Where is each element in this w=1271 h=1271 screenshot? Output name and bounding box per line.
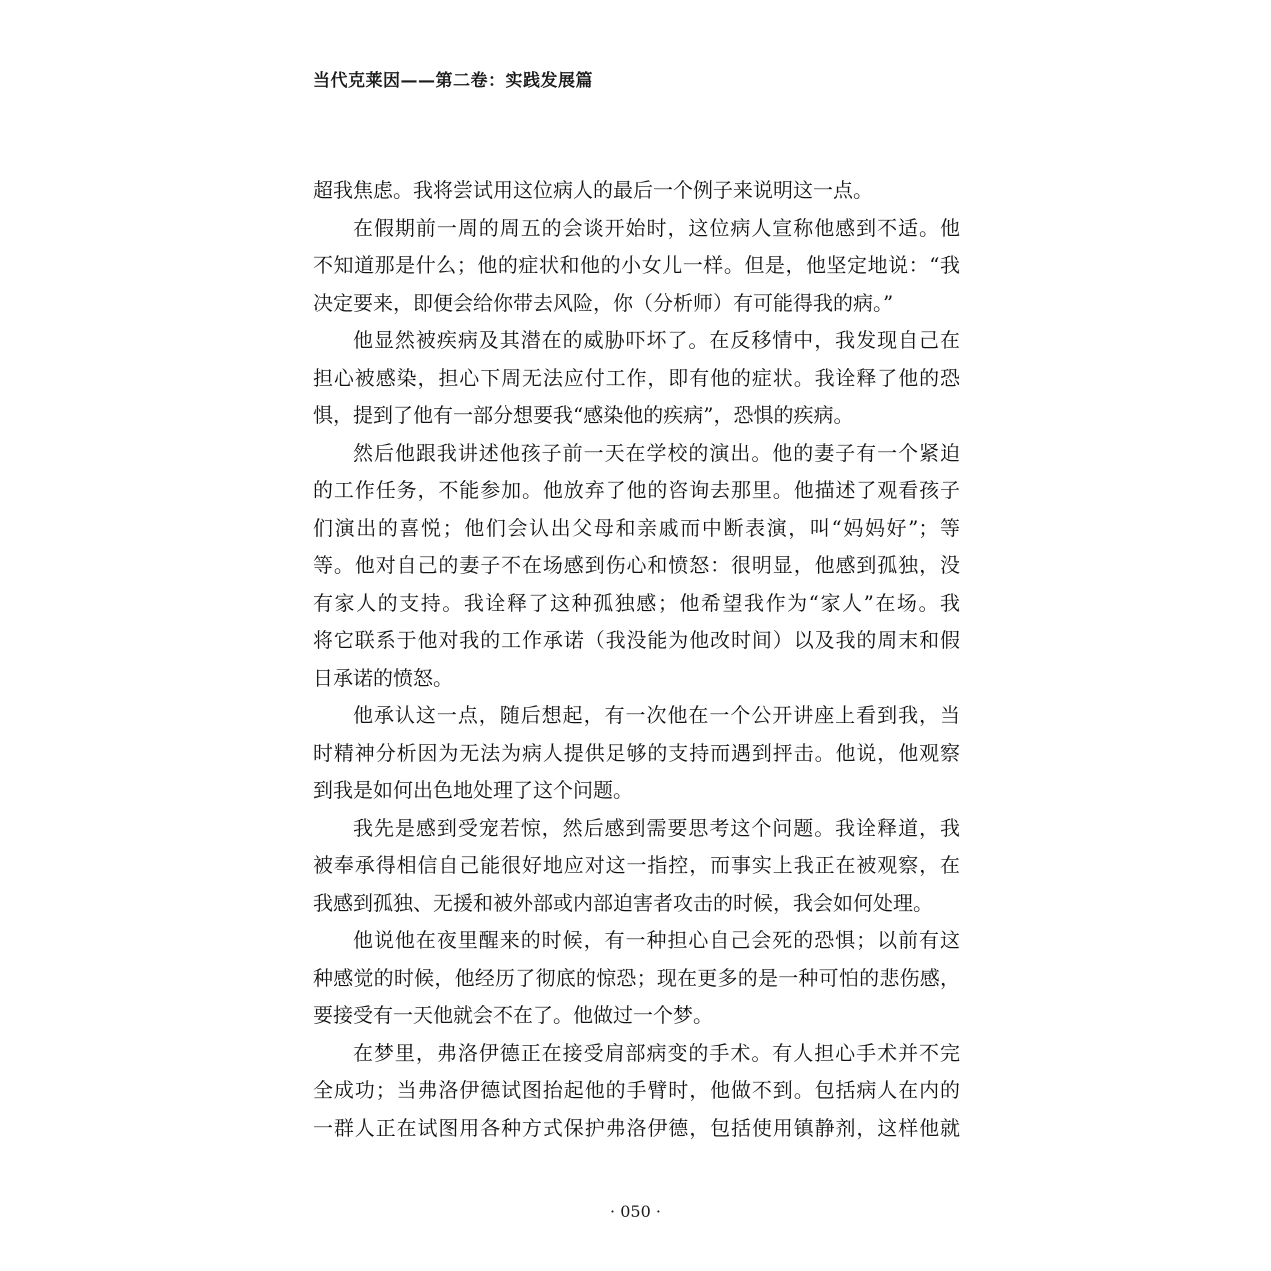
text-line: 在梦里，弗洛伊德正在接受肩部病变的手术。有人担心手术并不完 <box>353 1040 960 1065</box>
running-header: 当代克莱因——第二卷：实践发展篇 <box>313 71 593 91</box>
text-line: 他承认这一点，随后想起，有一次他在一个公开讲座上看到我，当 <box>353 703 960 727</box>
text-line: 一群人正在试图用各种方式保护弗洛伊德，包括使用镇静剂，这样他就 <box>313 1115 960 1140</box>
text-line: 日承诺的愤怒。 <box>313 665 453 690</box>
text-line: 他说他在夜里醒来的时候，有一种担心自己会死的恐惧；以前有这 <box>353 928 960 952</box>
text-line: 种感觉的时候，他经历了彻底的惊恐；现在更多的是一种可怕的悲伤感， <box>313 965 960 990</box>
text-line: 被奉承得相信自己能很好地应对这一指控，而事实上我正在被观察，在 <box>313 853 960 877</box>
text-line: 等。他对自己的妻子不在场感到伤心和愤怒：很明显，他感到孤独，没 <box>313 553 960 577</box>
page-number: · 050 · <box>610 1202 661 1221</box>
text-line: 们演出的喜悦；他们会认出父母和亲戚而中断表演，叫“妈妈好”；等 <box>313 515 960 540</box>
text-line: 惧，提到了他有一部分想要我“感染他的疾病”，恐惧的疾病。 <box>313 403 854 427</box>
text-line: 有家人的支持。我诠释了这种孤独感；他希望我作为“家人”在场。我 <box>313 590 960 615</box>
text-line: 他显然被疾病及其潜在的威胁吓坏了。在反移情中，我发现自己在 <box>353 328 960 352</box>
text-line: 的工作任务，不能参加。他放弃了他的咨询去那里。他描述了观看孩子 <box>313 478 960 502</box>
text-line: 在假期前一周的周五的会谈开始时，这位病人宣称他感到不适。他 <box>353 215 960 240</box>
text-line: 不知道那是什么；他的症状和他的小女儿一样。但是，他坚定地说：“我 <box>313 253 960 277</box>
text-line: 到我是如何出色地处理了这个问题。 <box>313 778 633 802</box>
text-line: 要接受有一天他就会不在了。他做过一个梦。 <box>313 1003 713 1027</box>
text-line: 我感到孤独、无援和被外部或内部迫害者攻击的时候，我会如何处理。 <box>313 890 933 915</box>
text-line: 担心被感染，担心下周无法应付工作，即有他的症状。我诠释了他的恐 <box>313 365 960 390</box>
text-line: 超我焦虑。我将尝试用这位病人的最后一个例子来说明这一点。 <box>313 178 873 202</box>
text-line: 全成功；当弗洛伊德试图抬起他的手臂时，他做不到。包括病人在内的 <box>313 1078 960 1102</box>
text-line: 然后他跟我讲述他孩子前一天在学校的演出。他的妻子有一个紧迫 <box>353 440 960 465</box>
text-line: 时精神分析因为无法为病人提供足够的支持而遇到抨击。他说，他观察 <box>313 740 960 765</box>
text-line: 决定要来，即便会给你带去风险，你（分析师）有可能得我的病。” <box>313 290 894 315</box>
body-text <box>313 172 960 1147</box>
text-line: 将它联系于他对我的工作承诺（我没能为他改时间）以及我的周末和假 <box>313 628 960 652</box>
text-line: 我先是感到受宠若惊，然后感到需要思考这个问题。我诠释道，我 <box>353 815 960 840</box>
